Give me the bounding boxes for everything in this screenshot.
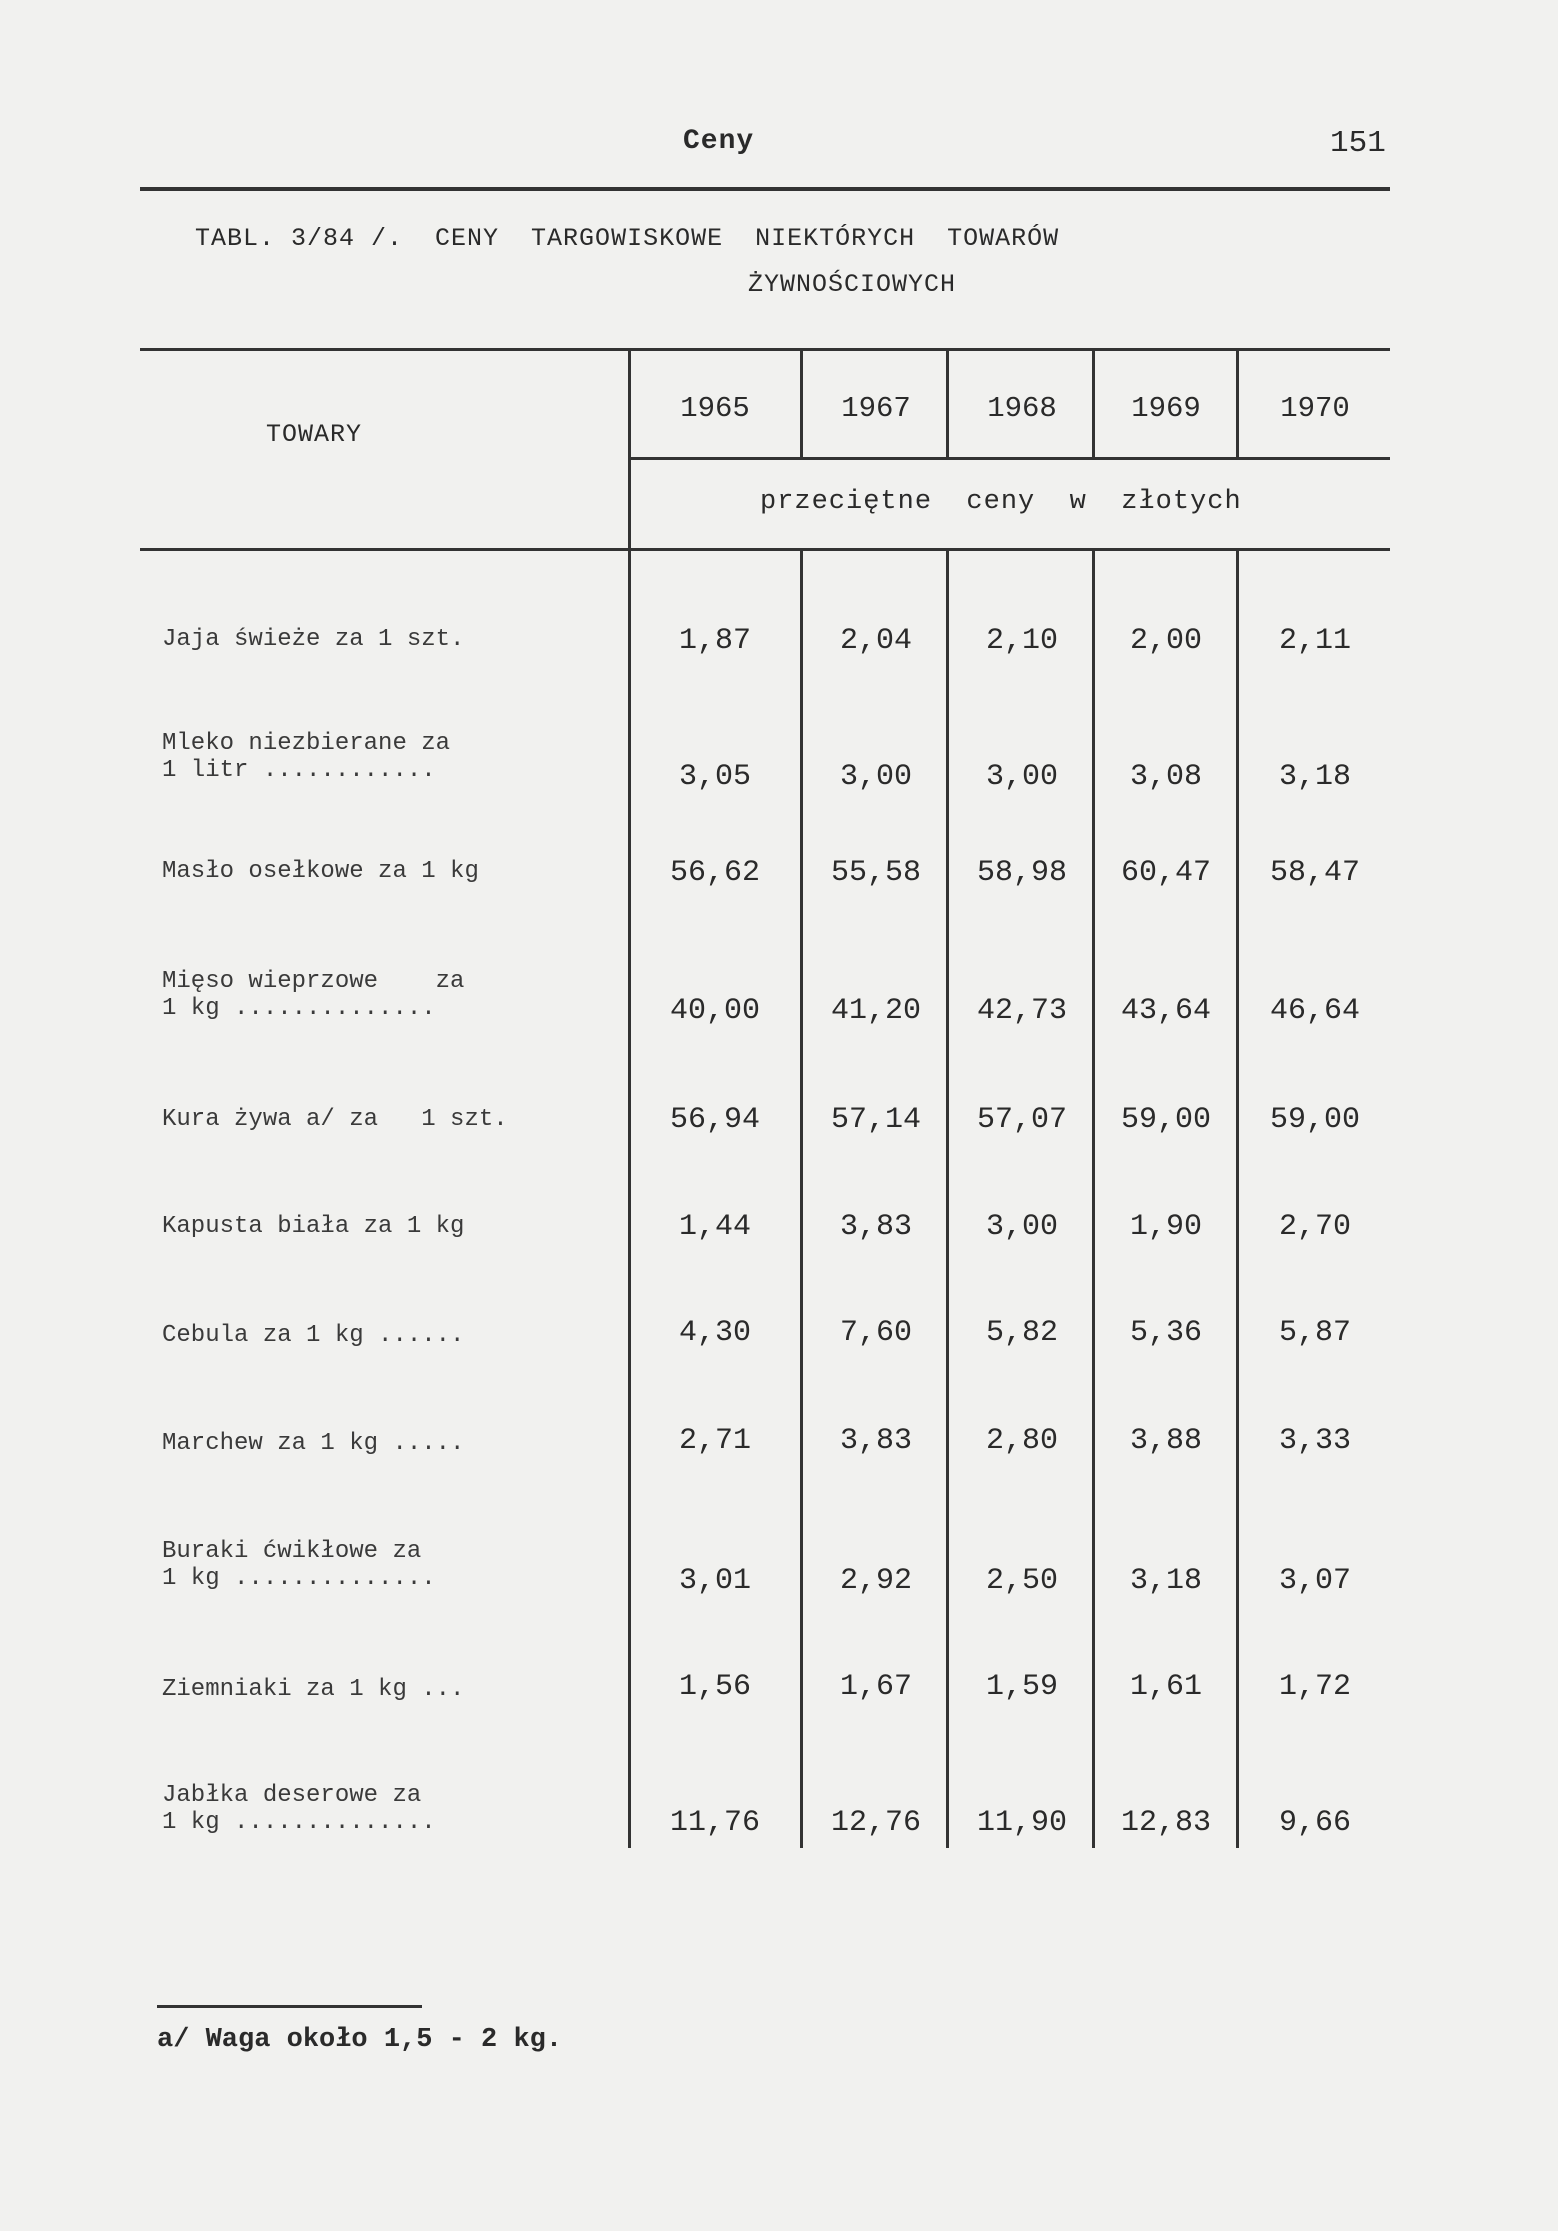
table-cell: 46,64 [1269,994,1360,1028]
column-header-year: 1967 [841,392,911,425]
table-cell: 3,08 [1129,760,1202,794]
page-number: 151 [1330,126,1386,161]
row-item-label: Buraki ćwikłowe za 1 kg .............. [162,1538,436,1592]
row-item-label: Mięso wieprzowe za 1 kg .............. [162,968,465,1022]
table-cell: 2,10 [985,624,1058,658]
table-caption-continued: ŻYWNOŚCIOWYCH [748,270,957,299]
row-item-label: Jabłka deserowe za 1 kg .............. [162,1782,436,1836]
table-cell: 11,76 [669,1806,760,1840]
table-cell: 42,73 [976,994,1067,1028]
table-cell: 3,88 [1129,1424,1202,1458]
table-cell: 2,92 [839,1564,912,1598]
table-cell: 1,56 [678,1670,751,1704]
table-top-rule [140,348,1390,351]
unit-header: przeciętne ceny w złotych [760,487,1242,517]
column-header-items: TOWARY [266,420,363,449]
table-cell: 9,66 [1278,1806,1351,1840]
table-cell: 3,07 [1278,1564,1351,1598]
header-rule [140,187,1390,191]
row-item-label: Masło osełkowe za 1 kg [162,858,479,885]
table-cell: 2,70 [1278,1210,1351,1244]
table-cell: 5,87 [1278,1316,1351,1350]
column-divider [1092,548,1095,1848]
row-item-label: Ziemniaki za 1 kg ... [162,1676,465,1703]
table-cell: 2,50 [985,1564,1058,1598]
running-title: Ceny [683,126,755,157]
table-cell: 1,44 [678,1210,751,1244]
years-separator-rule [630,457,1390,460]
table-cell: 12,76 [830,1806,921,1840]
table-cell: 12,83 [1120,1806,1211,1840]
table-cell: 57,14 [830,1103,921,1137]
table-cell: 3,05 [678,760,751,794]
table-cell: 43,64 [1120,994,1211,1028]
table-cell: 3,18 [1278,760,1351,794]
table-cell: 3,00 [985,760,1058,794]
row-item-label: Marchew za 1 kg ..... [162,1430,465,1457]
table-cell: 5,36 [1129,1316,1202,1350]
table-cell: 3,00 [985,1210,1058,1244]
table-cell: 1,72 [1278,1670,1351,1704]
table-cell: 11,90 [976,1806,1067,1840]
table-cell: 1,61 [1129,1670,1202,1704]
row-item-label: Kura żywa a/ za 1 szt. [162,1106,508,1133]
table-cell: 2,80 [985,1424,1058,1458]
column-divider [946,348,949,458]
table-cell: 3,01 [678,1564,751,1598]
row-item-label: Mleko niezbierane za 1 litr ............ [162,730,451,784]
table-cell: 3,33 [1278,1424,1351,1458]
footnote-rule [157,2005,422,2008]
row-item-label: Cebula za 1 kg ...... [162,1322,465,1349]
column-divider [800,348,803,458]
table-cell: 2,71 [678,1424,751,1458]
table-cell: 4,30 [678,1316,751,1350]
table-cell: 56,62 [669,856,760,890]
table-cell: 41,20 [830,994,921,1028]
table-cell: 1,59 [985,1670,1058,1704]
header-bottom-rule [140,548,1390,551]
table-cell: 60,47 [1120,856,1211,890]
table-cell: 7,60 [839,1316,912,1350]
column-divider [628,348,631,1848]
row-item-label: Kapusta biała za 1 kg [162,1213,465,1240]
table-cell: 1,67 [839,1670,912,1704]
column-header-year: 1970 [1280,392,1350,425]
table-cell: 2,11 [1278,624,1351,658]
table-cell: 2,00 [1129,624,1202,658]
table-cell: 55,58 [830,856,921,890]
table-cell: 3,00 [839,760,912,794]
table-cell: 3,83 [839,1210,912,1244]
column-divider [800,548,803,1848]
table-cell: 2,04 [839,624,912,658]
footnote: a/ Waga około 1,5 - 2 kg. [157,2025,563,2055]
column-divider [1236,348,1239,458]
table-cell: 57,07 [976,1103,1067,1137]
table-cell: 58,98 [976,856,1067,890]
table-cell: 59,00 [1120,1103,1211,1137]
table-cell: 1,87 [678,624,751,658]
table-cell: 56,94 [669,1103,760,1137]
table-cell: 40,00 [669,994,760,1028]
row-item-label: Jaja świeże za 1 szt. [162,626,465,653]
column-divider [1092,348,1095,458]
table-cell: 3,83 [839,1424,912,1458]
table-cell: 58,47 [1269,856,1360,890]
column-header-year: 1969 [1131,392,1201,425]
table-cell: 3,18 [1129,1564,1202,1598]
table-cell: 59,00 [1269,1103,1360,1137]
table-cell: 1,90 [1129,1210,1202,1244]
column-divider [1236,548,1239,1848]
column-divider [946,548,949,1848]
table-cell: 5,82 [985,1316,1058,1350]
column-header-year: 1965 [680,392,750,425]
table-caption: TABL. 3/84 /. CENY TARGOWISKOWE NIEKTÓRYCH TOWARÓW [195,224,1060,253]
column-header-year: 1968 [987,392,1057,425]
